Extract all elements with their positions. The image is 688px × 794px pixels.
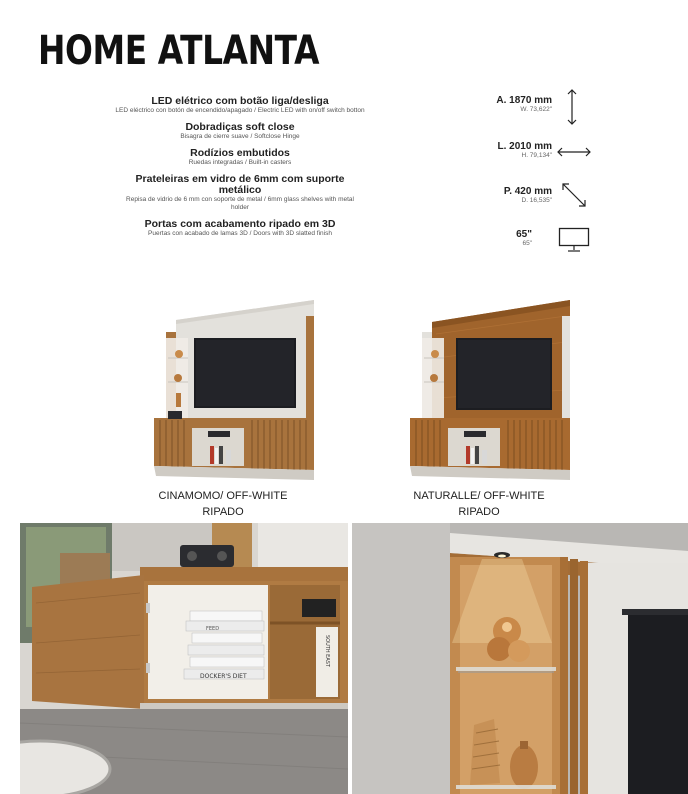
feature-subtitle: LED eléctrico con botón de encendido/apagado / Electric LED with on/off switch botton	[115, 107, 365, 114]
book-title-2: FEED	[206, 626, 220, 632]
spec-length-value: L. 2010 mm	[497, 141, 552, 152]
feature-subtitle: Repisa de vidrio de 6 mm con soporte de metal / 6mm glass shelves with metal holder	[126, 196, 354, 211]
feature-title: Dobradiças soft close	[185, 121, 295, 133]
spec-depth	[470, 186, 552, 205]
feature-item	[90, 148, 390, 167]
spec-height	[470, 95, 552, 114]
book-title-3: SOUTH EAST	[324, 635, 330, 667]
page-title: HOME ATLANTA	[38, 28, 320, 74]
spec-depth-inches: D. 16,535"	[521, 197, 552, 204]
feature-item	[90, 96, 390, 115]
caption-line: NATURALLE/ OFF-WHITE	[413, 490, 545, 502]
product-naturalle-image	[404, 298, 576, 486]
spec-length-inches: H. 79,134"	[521, 152, 552, 159]
product-cinamomo-image	[148, 298, 320, 486]
vertical-arrow-icon	[565, 88, 579, 126]
caption-line: RIPADO	[202, 506, 244, 518]
feature-title: Rodízios embutidos	[190, 147, 290, 159]
feature-title: LED elétrico com botão liga/desliga	[151, 95, 329, 107]
book-title-1: DOCKER'S DIET	[200, 673, 247, 680]
diagonal-arrow-icon	[560, 181, 588, 209]
feature-list	[90, 96, 390, 245]
horizontal-arrow-icon	[556, 145, 592, 159]
feature-item	[90, 219, 390, 238]
feature-subtitle: Ruedas integradas / Built-in casters	[188, 159, 292, 166]
feature-title: Prateleiras em vidro de 6mm com suporte metálico	[135, 173, 345, 196]
spec-tv-inches: 65"	[522, 240, 532, 247]
dimension-specs	[470, 88, 610, 258]
spec-length	[470, 141, 552, 160]
feature-item	[90, 122, 390, 141]
spec-tv	[470, 229, 532, 248]
feature-subtitle: Puertas con acabado de lamas 3D / Doors with 3D slatted finish	[148, 230, 332, 237]
spec-tv-value: 65"	[516, 229, 532, 240]
feature-subtitle: Bisagra de cierre suave / Softclose Hinge	[180, 133, 300, 140]
feature-title: Portas com acabamento ripado em 3D	[144, 218, 336, 230]
led-shelf-detail-photo	[352, 523, 688, 794]
caption-line: RIPADO	[458, 506, 500, 518]
cabinet-detail-photo	[20, 523, 348, 794]
feature-item	[90, 174, 390, 212]
spec-height-value: A. 1870 mm	[496, 95, 552, 106]
caption-line: CINAMOMO/ OFF-WHITE	[158, 490, 288, 502]
spec-height-inches: W. 73,622"	[520, 106, 552, 113]
product-cinamomo-caption	[148, 488, 298, 520]
product-naturalle-caption	[404, 488, 554, 520]
tv-icon	[558, 227, 590, 253]
spec-depth-value: P. 420 mm	[503, 186, 552, 197]
